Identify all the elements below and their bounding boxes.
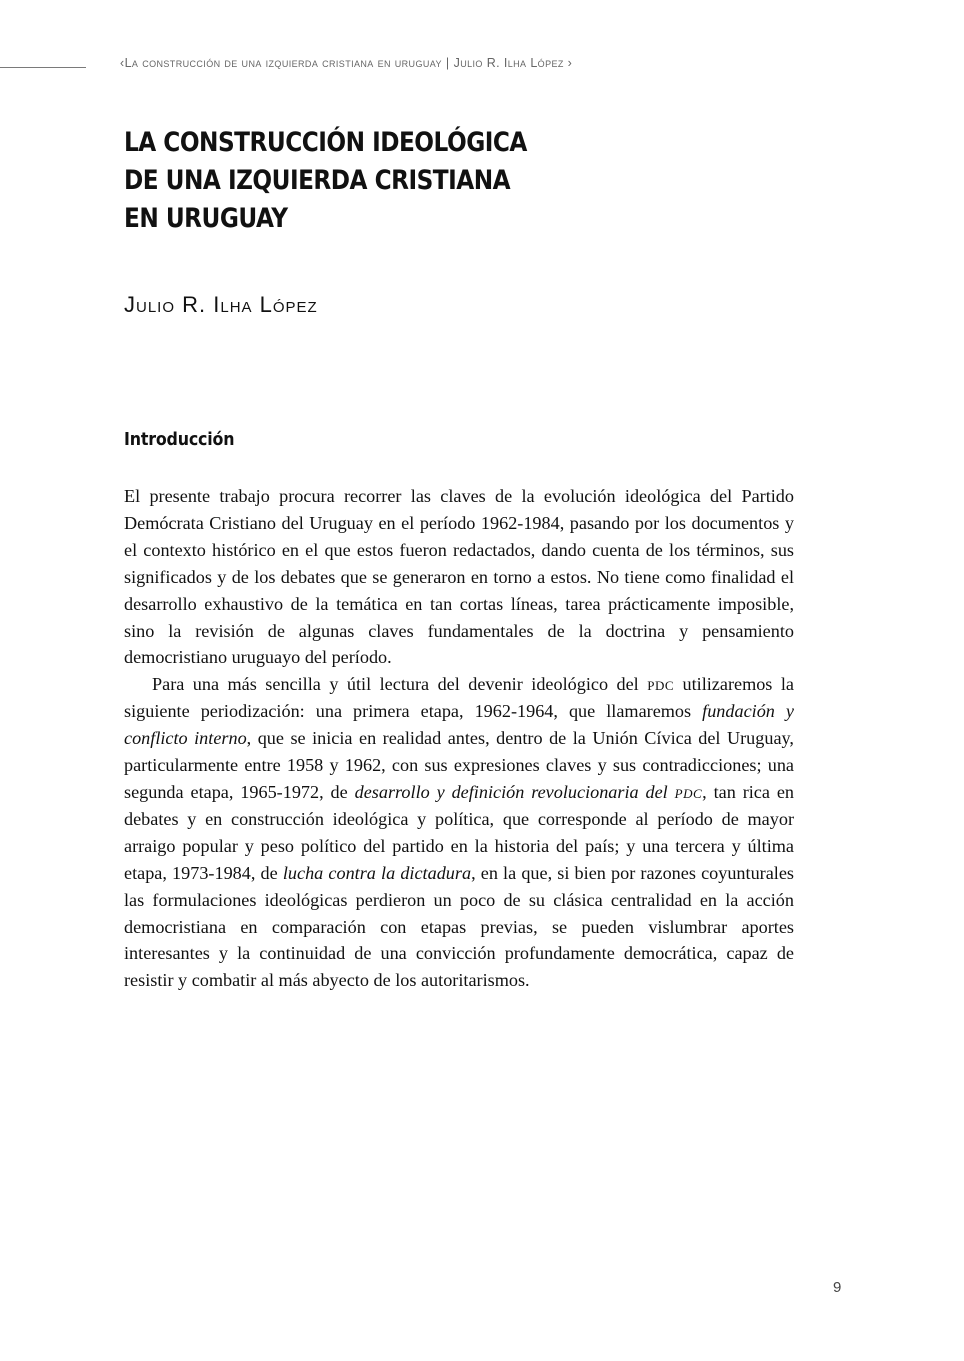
running-header [120, 56, 572, 70]
section-heading: Introducción [124, 429, 235, 450]
header-close-bracket: › [567, 56, 573, 70]
emphasis-desarrollo [355, 782, 703, 802]
chapter-title-line-1: LA CONSTRUCCIÓN IDEOLÓGICA [124, 127, 527, 158]
chapter-title-line-2: DE UNA IZQUIERDA CRISTIANA [124, 165, 511, 196]
paragraph-1: El presente trabajo procura recorrer las claves de la evolución ideológica del Partido Demócrata Cristiano del Uruguay en el período 1962-1984, pasando por los documentos y el contexto histórico en el que estos fueron redactados, dando cuenta de los términos, sus significados y de los debates que se generaron en torno a estos. No tiene como finalidad el desarrollo exhaustivo de la temática en tan cortas líneas, tarea prácticamente imposible, sino la revisión de algunas claves fundamentales de la doctrina y pensamiento democristiano uruguayo del período. [124, 486, 794, 668]
abbreviation-pdc: pdc [674, 781, 703, 802]
chapter-author: Julio R. Ilha López [124, 292, 318, 317]
paragraph-2-text-5: , en la que, si bien por razones coyunturales las formulaciones ideológicas perdieron un poco de su clásica centralidad en la acción democristiana en comparación con etapas previas, se pueden vislumbrar aportes interesantes y la continuidad de una convicción profundamente democrática, capaz de resistir y combatir al más abyecto de los autoritarismos. [124, 862, 794, 991]
header-separator: | [445, 56, 450, 70]
paragraph-2-text-4: , tan rica en debates y en construcción ideológica y política, que corresponde al período de mayor arraigo popular y peso político del partido en la historia del país; y una tercera y última etapa, 1973-1984, de [124, 781, 795, 883]
paragraph-2 [124, 671, 794, 994]
header-author: Julio R. Ilha López [453, 56, 564, 70]
header-book-title: La construcción de una izquierda cristiana en uruguay [124, 56, 442, 70]
emphasis-lucha: lucha contra la dictadura [282, 862, 472, 883]
emphasis-fundacion: fundación y conflicto interno [124, 701, 794, 749]
abbreviation-pdc: pdc [647, 674, 675, 695]
page-number: 9 [833, 1279, 842, 1296]
paragraph-2-text-2: utilizaremos la siguiente periodización: una primera etapa, 1962-1964, que llamaremos [124, 674, 794, 722]
paragraph-2-text-3: , que se inicia en realidad antes, dentro de la Unión Cívica del Uruguay, particularmente entre 1958 y 1962, con sus expresiones claves y sus contradicciones; una segunda etapa, 1965-1972, de [124, 728, 794, 802]
chapter-title-line-3: EN URUGUAY [124, 203, 288, 234]
paragraph-2-text-1: Para una más sencilla y útil lectura del devenir ideológico del [152, 674, 648, 695]
header-rule [0, 67, 86, 68]
body-text [124, 483, 794, 994]
chapter-title [124, 124, 527, 238]
header-open-bracket: ‹ [120, 56, 125, 70]
emphasis-desarrollo-text: desarrollo y definición revolucionaria del [354, 781, 675, 802]
